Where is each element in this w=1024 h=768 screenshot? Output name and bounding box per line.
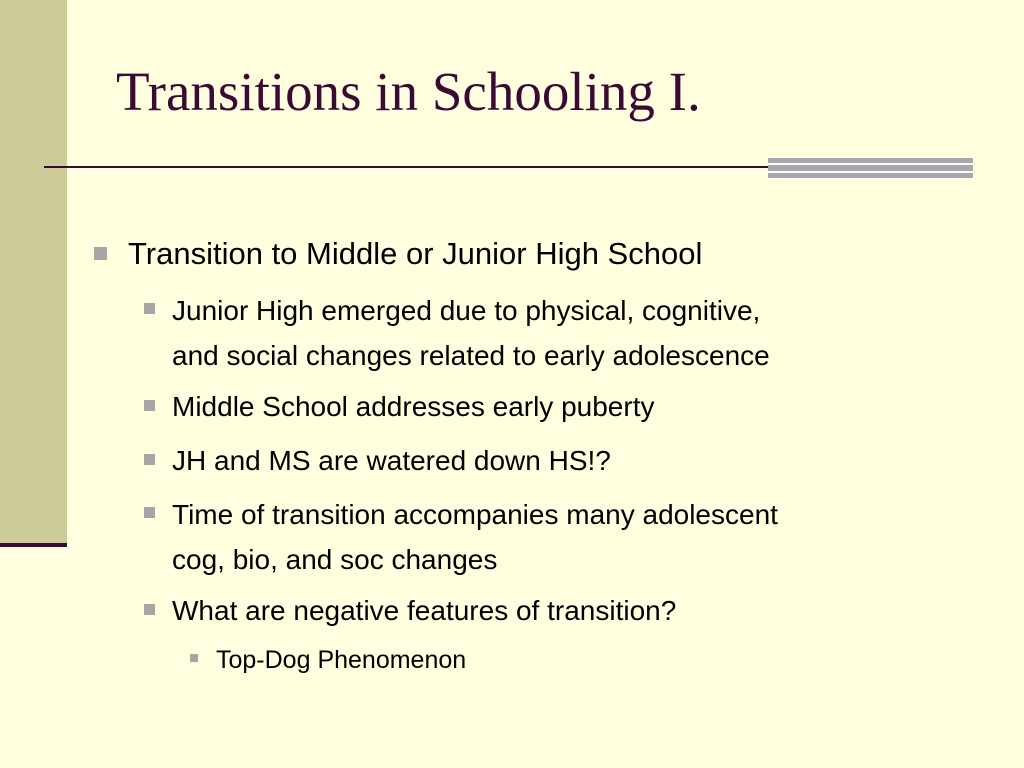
bullet-text: What are negative features of transition? [172, 595, 677, 626]
square-bullet-icon [144, 604, 155, 615]
gray-bar [768, 158, 973, 163]
bullet-text: JH and MS are watered down HS!? [172, 445, 611, 476]
square-bullet-icon [144, 454, 155, 465]
gray-bar [768, 173, 973, 178]
bullet-line: and social changes related to early adolescence [172, 340, 770, 371]
bullet-line: Time of transition accompanies many adolescent [172, 499, 778, 530]
bullet-text: Top-Dog Phenomenon [216, 646, 467, 674]
bullet-text [172, 288, 770, 378]
square-bullet-icon [144, 303, 155, 314]
gray-bar [768, 165, 973, 171]
square-bullet-icon [190, 654, 198, 662]
square-bullet-icon [144, 507, 155, 518]
decorative-gray-bars [768, 158, 973, 180]
square-bullet-icon [94, 247, 107, 260]
bullet-line: cog, bio, and soc changes [172, 544, 498, 575]
bullet-line: Junior High emerged due to physical, cognitive, [172, 295, 761, 326]
bullet-text: Transition to Middle or Junior High School [128, 236, 703, 271]
bullet-text: Middle School addresses early puberty [172, 391, 655, 422]
left-decorative-band [0, 0, 67, 545]
left-band-accent-line [0, 543, 67, 547]
slide-title: Transitions in Schooling I. [116, 61, 701, 122]
bullet-text [172, 492, 778, 582]
square-bullet-icon [144, 400, 155, 411]
title-underline-rule [44, 166, 768, 168]
